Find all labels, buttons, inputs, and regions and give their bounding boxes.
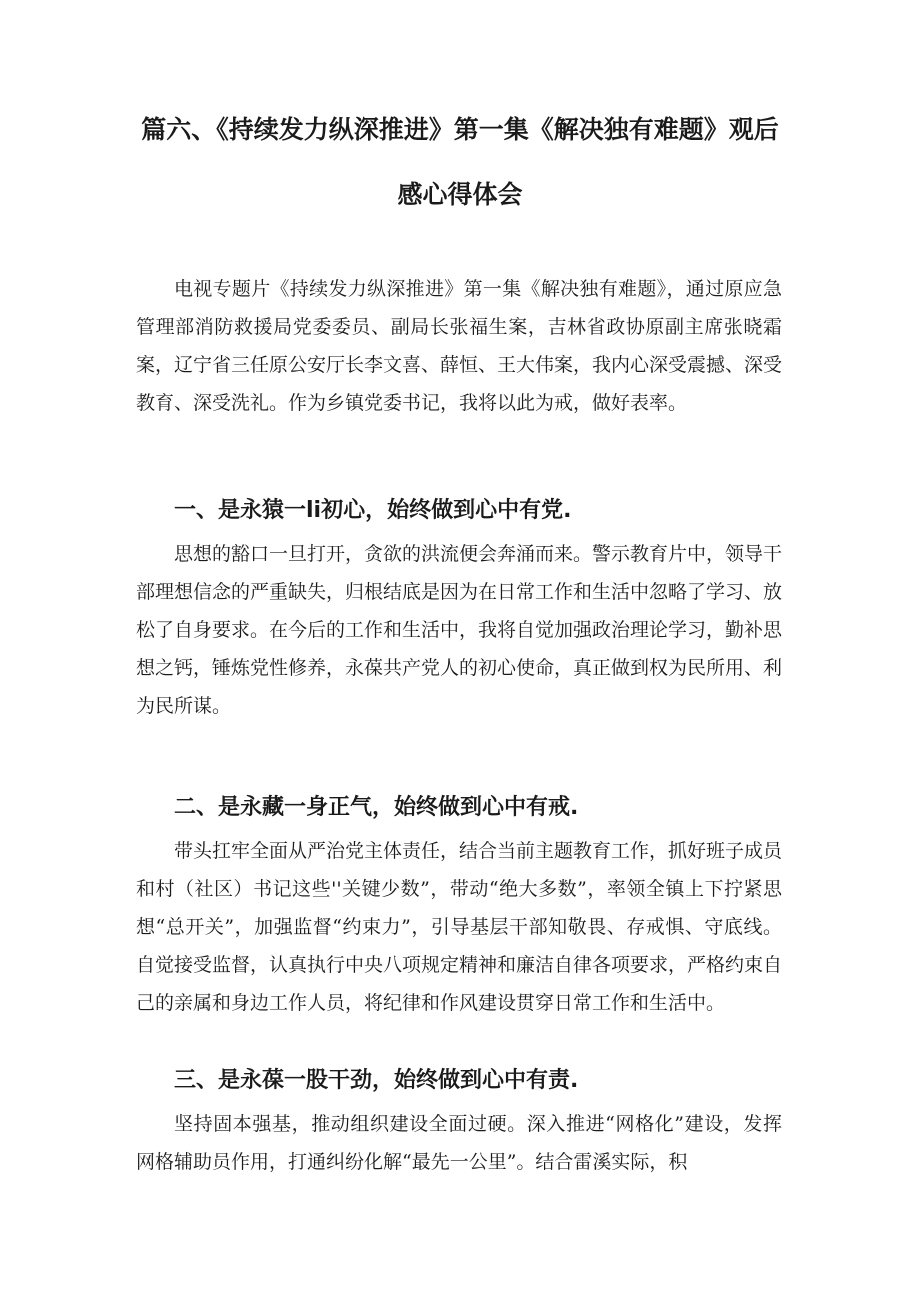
body-paragraph-section-1: 思想的豁口一旦打开，贪欲的洪流便会奔涌而来。警示教育片中，领导干部理想信念的严重缺失，归根结底是因为在日常工作和生活中忽略了学习、放松了自身要求。在今后的工作和生活中，我将自觉加强政治理论学习，勤补思想之钙，锤炼党性修养，永葆共产党人的初心使命，真正做到权为民所用、利为民所谋。 <box>136 543 783 717</box>
section-heading-1: 一、是永猿一li初心，始终做到心中有党. <box>174 498 572 523</box>
document-title-line2: 感心得体会 <box>397 180 523 209</box>
body-paragraph-intro: 电视专题片《持续发力纵深推进》第一集《解决独有难题》，通过原应急管理部消防救援局党委委员、副局长张福生案，吉林省政协原副主席张晓霜案，辽宁省三任原公安厅长李文喜、薛恒、王大伟案，我内心深受震撼、深受教育、深受洗礼。作为乡镇党委书记，我将以此为戒，做好表率。 <box>136 278 783 414</box>
section-heading-3: 三、是永葆一股干劲，始终做到心中有责. <box>174 1068 579 1093</box>
body-paragraph-section-3: 坚持固本强基，推动组织建设全面过硬。深入推进“网格化”建设，发挥网格辅助员作用，打通纠纷化解“最先一公里”。结合雷溪实际，积 <box>136 1113 782 1173</box>
body-paragraph-section-2: 带头扛牢全面从严治党主体责任，结合当前主题教育工作，抓好班子成员和村（社区）书记这些''关键少数”，带动“绝大多数”，率领全镇上下拧紧思想“总开关”，加强监督“约束力”，引导基层干部知敬畏、存戒惧、守底线。自觉接受监督，认真执行中央八项规定精神和廉洁自律各项要求，严格约束自己的亲属和身边工作人员，将纪律和作风建设贯穿日常工作和生活中。 <box>136 840 783 1014</box>
document-title-line1: 篇六、《持续发力纵深推进》第一集《解决独有难题》观后 <box>141 115 779 144</box>
section-heading-2: 二、是永藏一身正气，始终做到心中有戒. <box>174 795 579 820</box>
